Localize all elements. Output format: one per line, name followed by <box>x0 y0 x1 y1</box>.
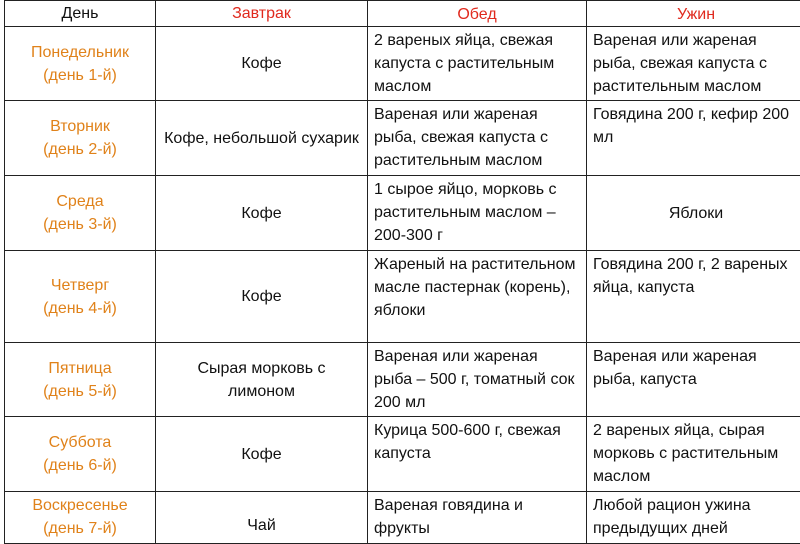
day-number: (день 2-й) <box>11 138 149 161</box>
day-number: (день 7-й) <box>11 517 149 540</box>
breakfast-cell: Кофе, небольшой сухарик <box>156 101 368 176</box>
dinner-cell: Яблоки <box>587 176 800 251</box>
day-name: Суббота <box>11 431 149 454</box>
day-cell <box>5 492 156 544</box>
day-name: Четверг <box>11 274 149 297</box>
breakfast-cell: Кофе <box>156 417 368 492</box>
lunch-cell: 1 сырое яйцо, морковь с растительным маслом – 200-300 г <box>368 176 587 251</box>
dinner-cell: Любой рацион ужина предыдущих дней <box>587 492 800 544</box>
day-number: (день 6-й) <box>11 454 149 477</box>
day-number: (день 5-й) <box>11 380 149 403</box>
dinner-cell: 2 вареных яйца, сырая морковь с растительным маслом <box>587 417 800 492</box>
table-row <box>5 492 800 544</box>
day-cell <box>5 251 156 343</box>
lunch-cell: Вареная говядина и фрукты <box>368 492 587 544</box>
header-lunch: Обед <box>368 1 587 27</box>
day-number: (день 3-й) <box>11 213 149 236</box>
dinner-cell: Говядина 200 г, кефир 200 мл <box>587 101 800 176</box>
day-name: Пятница <box>11 357 149 380</box>
day-name: Среда <box>11 190 149 213</box>
header-breakfast: Завтрак <box>156 1 368 27</box>
lunch-cell: Вареная или жареная рыба, свежая капуста с растительным маслом <box>368 101 587 176</box>
lunch-cell: Курица 500-600 г, свежая капуста <box>368 417 587 492</box>
table-row <box>5 27 800 101</box>
table-header-row <box>5 1 800 27</box>
table-row <box>5 101 800 176</box>
table-row <box>5 417 800 492</box>
header-dinner: Ужин <box>587 1 800 27</box>
day-cell <box>5 417 156 492</box>
day-name: Воскресенье <box>11 494 149 517</box>
day-cell <box>5 176 156 251</box>
breakfast-cell: Кофе <box>156 176 368 251</box>
day-name: Вторник <box>11 115 149 138</box>
table-row <box>5 176 800 251</box>
lunch-cell: 2 вареных яйца, свежая капуста с растительным маслом <box>368 27 587 101</box>
day-number: (день 1-й) <box>11 64 149 87</box>
day-name: Понедельник <box>11 41 149 64</box>
breakfast-cell: Кофе <box>156 27 368 101</box>
dinner-cell: Вареная или жареная рыба, свежая капуста с растительным маслом <box>587 27 800 101</box>
lunch-cell: Жареный на растительном масле пастернак (корень), яблоки <box>368 251 587 343</box>
day-number: (день 4-й) <box>11 297 149 320</box>
table-row <box>5 343 800 417</box>
diet-table <box>4 0 800 544</box>
day-cell <box>5 343 156 417</box>
day-cell <box>5 27 156 101</box>
breakfast-cell: Сырая морковь с лимоном <box>156 343 368 417</box>
table-row <box>5 251 800 343</box>
breakfast-cell: Кофе <box>156 251 368 343</box>
dinner-cell: Вареная или жареная рыба, капуста <box>587 343 800 417</box>
header-day: День <box>5 1 156 27</box>
day-cell <box>5 101 156 176</box>
breakfast-cell: Чай <box>156 492 368 544</box>
dinner-cell: Говядина 200 г, 2 вареных яйца, капуста <box>587 251 800 343</box>
lunch-cell: Вареная или жареная рыба – 500 г, томатный сок 200 мл <box>368 343 587 417</box>
